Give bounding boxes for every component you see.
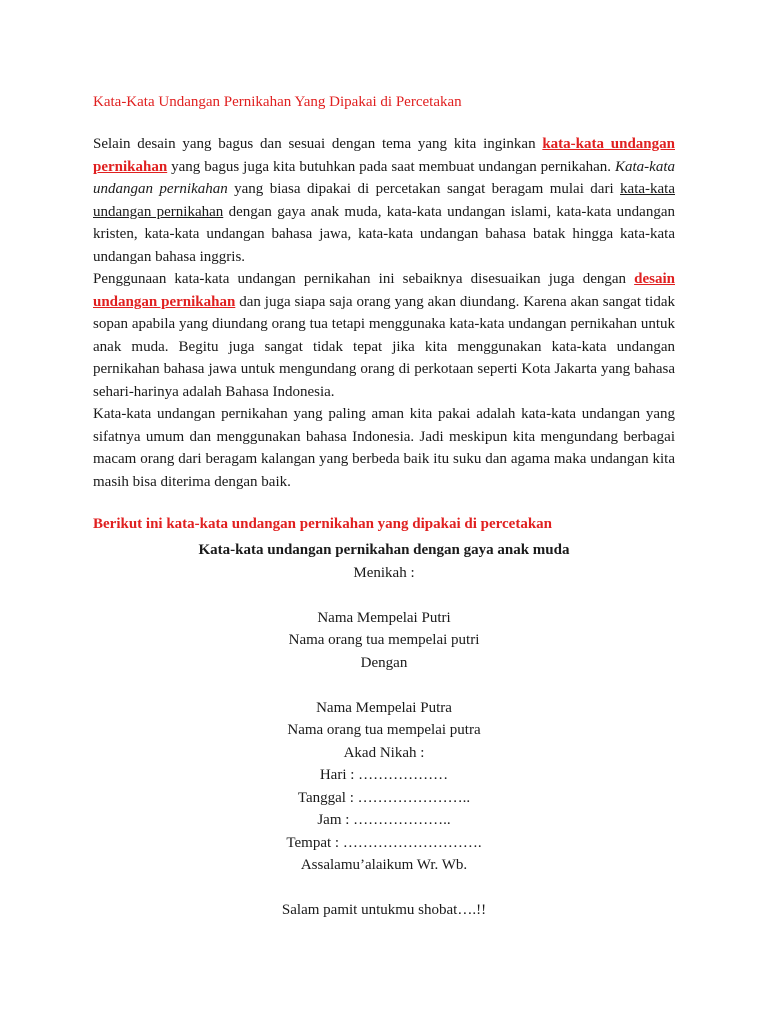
intro-text-2: yang bagus juga kita butuhkan pada saat membuat undangan pernikahan. — [167, 158, 615, 175]
link-desain-undangan-pernikahan[interactable]: desain undangan pernikahan — [93, 271, 675, 310]
spacer — [93, 674, 675, 697]
invitation-salam: Assalamu’alaikum Wr. Wb. — [300, 857, 468, 873]
intro-text-3: yang biasa dipakai di percetakan sangat beragam mulai dari — [227, 181, 621, 197]
spacer — [93, 877, 675, 900]
invitation-tempat: Tempat : ………………………. — [286, 834, 482, 851]
invitation-akad: Akad Nikah : — [343, 744, 425, 761]
intro-text-1: Selain desain yang bagus dan sesuai dengan tema yang kita inginkan — [93, 136, 543, 152]
invitation-menikah: Menikah : — [353, 564, 415, 581]
invitation-hari: Hari : ……………… — [319, 767, 449, 783]
usage-paragraph — [93, 268, 675, 403]
invitation-bride: Nama Mempelai Putri — [317, 609, 451, 626]
invitation-groom-parents: Nama orang tua mempelai putra — [287, 722, 481, 738]
usage-text-1: Penggunaan kata-kata undangan pernikahan ini sebaiknya disesuaikan juga dengan — [93, 271, 635, 287]
invitation-block — [93, 539, 675, 922]
link-kata-kata-undangan-pernikahan[interactable]: kata-kata undangan pernikahan — [93, 136, 675, 175]
invitation-jam: Jam : ……………….. — [317, 812, 451, 828]
invitation-groom: Nama Mempelai Putra — [316, 699, 452, 716]
section-heading: Berikut ini kata-kata undangan pernikahan yang dipakai di percetakan — [93, 516, 553, 532]
invitation-dengan: Dengan — [360, 654, 408, 671]
spacer — [93, 584, 675, 607]
link-kata-kata-undangan-pernikahan-2[interactable]: kata-kata undangan pernikahan — [93, 181, 675, 220]
safe-wording-paragraph: Kata-kata undangan pernikahan yang paling aman kita pakai adalah kata-kata undangan yang sifatnya umum dan menggunakan bahasa Indonesia. Jadi meskipun kita mengundang berbagai macam orang dari beragam kalangan yang berbeda baik itu suku dan agama maka undangan kita masih bisa diterima dengan baik. — [93, 406, 675, 490]
document-title: Kata-Kata Undangan Pernikahan Yang Dipakai di Percetakan — [93, 94, 462, 110]
invitation-closing: Salam pamit untukmu shobat….!! — [281, 902, 487, 918]
invitation-title: Kata-kata undangan pernikahan dengan gaya anak muda — [198, 542, 570, 558]
invitation-bride-parents: Nama orang tua mempelai putri — [288, 632, 480, 648]
usage-text-2: dan juga siapa saja orang yang akan diundang. Karena akan sangat tidak sopan apabila yang diundang orang tua tetapi menggunaka kata-kata undangan pernikahan untuk anak muda. Begitu juga sangat tidak tepat jika kita menggunakan kata-kata undangan pernikahan bahasa jawa untuk mengundang orang di perkotaan seperti Kota Jakarta yang bahasa sehari-harinya adalah Bahasa Indonesia. — [93, 293, 676, 400]
intro-text-4: dengan gaya anak muda, kata-kata undangan islami, kata-kata undangan kristen, kata-kata undangan bahasa jawa, kata-kata undangan bahasa batak hingga kata-kata undangan bahasa inggris. — [93, 203, 675, 265]
intro-italic: Kata-kata undangan pernikahan — [93, 158, 675, 197]
intro-paragraph — [93, 133, 675, 268]
invitation-tanggal: Tanggal : ………………….. — [297, 789, 471, 806]
